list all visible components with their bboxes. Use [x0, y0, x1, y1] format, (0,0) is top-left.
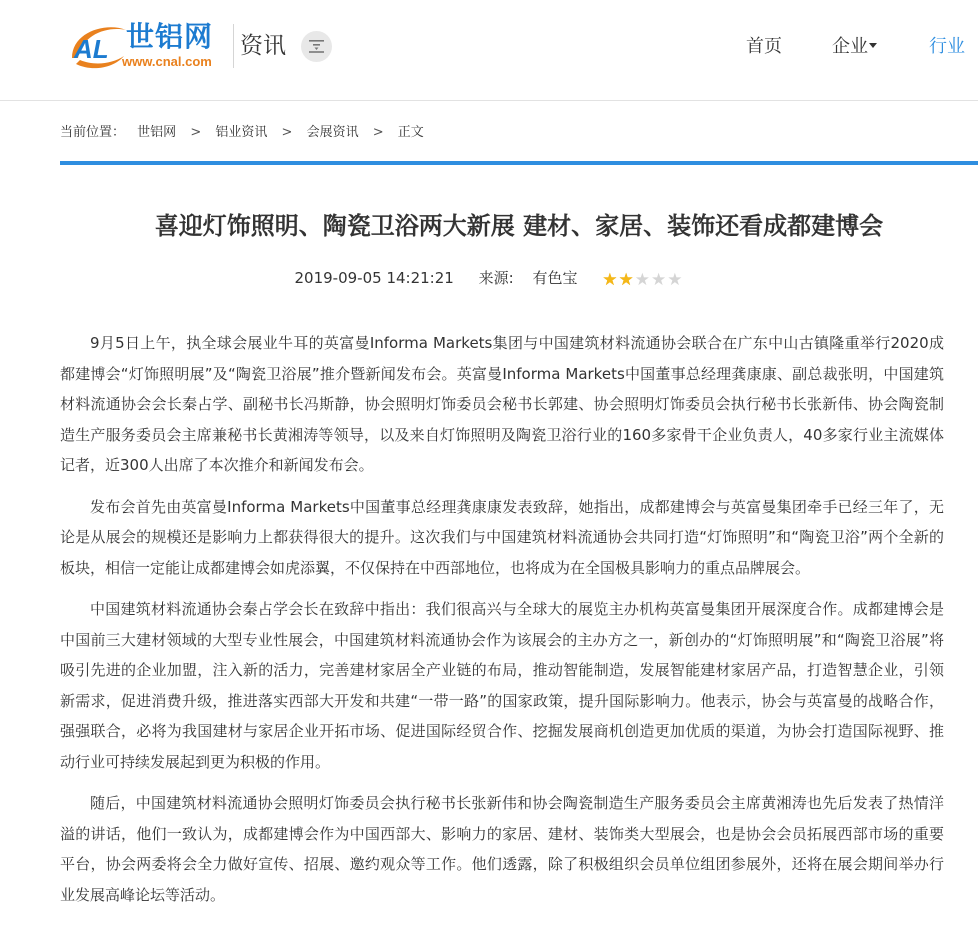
- star-empty-icon: ★: [634, 270, 650, 290]
- breadcrumb-item-aluminum-news[interactable]: 铝业资讯: [215, 125, 268, 140]
- article-paragraph: 9月5日上午，执全球会展业牛耳的英富曼Informa Markets集团与中国建筑材料流通协会联合在广东中山古镇隆重举行2020成都建博会“灯饰照明展”及“陶瓷卫浴展”推介暨新闻发布会。英富曼Informa Markets中国董事总经理龚康康、副总裁张明，中国建筑材料流通协会会长秦占学、副秘书长冯斯静，协会照明灯饰委员会秘书长郭建、协会照明灯饰委员会执行秘书长张新伟、协会陶瓷制造生产服务委员会主席兼秘书长黄湘涛等领导，以及来自灯饰照明及陶瓷卫浴行业的160多家骨干企业负责人，40多家行业主流媒体记者，近300人出席了本次推介和新闻发布会。: [60, 334, 944, 474]
- article-paragraph: 随后，中国建筑材料流通协会照明灯饰委员会执行秘书长张新伟和协会陶瓷制造生产服务委员会主席黄湘涛也先后发表了热情洋溢的讲话，他们一致认为，成都建博会作为中国西部大、影响力的家居、建材、装饰类大型展会，也是协会会员拓展西部市场的重要平台，协会两委将会全力做好宣传、招展、邀约观众等工作。他们透露，除了积极组织会员单位组团参展外，还将在展会期间举办行业发展高峰论坛等活动。: [60, 794, 944, 904]
- menu-toggle-button[interactable]: [301, 31, 332, 62]
- star-filled-icon: ★: [602, 270, 618, 290]
- nav-home[interactable]: [746, 34, 782, 60]
- nav-enterprise-label: 企业: [832, 36, 868, 57]
- logo-url: www.cnal.com: [122, 54, 212, 69]
- chevron-down-icon: [869, 43, 877, 48]
- logo-mark-text: AL: [74, 34, 109, 64]
- article-body: [60, 328, 944, 921]
- article-meta: [0, 266, 978, 292]
- breadcrumb-item-current: 正文: [397, 125, 424, 140]
- article-source: 有色宝: [532, 269, 578, 287]
- site-header: [0, 0, 978, 101]
- breadcrumb-item-home[interactable]: 世铝网: [137, 125, 177, 140]
- star-empty-icon: ★: [667, 270, 683, 290]
- article-source-label: 来源:: [478, 269, 514, 287]
- breadcrumb-separator: >: [281, 125, 293, 140]
- article-paragraph: 发布会首先由英富曼Informa Markets中国董事总经理龚康康发表致辞，她指出，成都建博会与英富曼集团牵手已经三年了，无论是从展会的规模还是影响力上都获得很大的提升。这次我们与中国建筑材料流通协会共同打造“灯饰照明”和“陶瓷卫浴”两个全新的板块，相信一定能让成都建博会如虎添翼，不仅保持在中西部地位，也将成为在全国极具影响力的重点品牌展会。: [60, 497, 944, 577]
- nav-industry[interactable]: [929, 34, 965, 60]
- breadcrumb-separator: >: [372, 125, 384, 140]
- rating-stars: [602, 268, 683, 292]
- article-title: 喜迎灯饰照明、陶瓷卫浴两大新展 建材、家居、装饰还看成都建博会: [154, 212, 884, 240]
- header-divider: [233, 24, 234, 68]
- breadcrumb-item-exhibition-news[interactable]: 会展资讯: [306, 125, 359, 140]
- star-empty-icon: ★: [650, 270, 667, 290]
- logo-mark-icon: [66, 18, 130, 74]
- list-menu-icon: [309, 40, 324, 53]
- breadcrumb-prefix: 当前位置：: [60, 125, 126, 140]
- section-title: 资讯: [240, 33, 286, 59]
- breadcrumb-separator: >: [190, 125, 202, 140]
- nav-enterprise[interactable]: [832, 34, 877, 60]
- nav-industry-label: 行业: [929, 36, 965, 57]
- logo-name: 世铝网: [126, 20, 214, 53]
- star-filled-icon: ★: [618, 270, 634, 290]
- section-divider: [60, 161, 978, 165]
- site-logo[interactable]: [66, 18, 236, 74]
- breadcrumb: [60, 124, 424, 142]
- article-date: 2019-09-05 14:21:21: [294, 269, 454, 287]
- article-paragraph: 中国建筑材料流通协会秦占学会长在致辞中指出：我们很高兴与全球大的展览主办机构英富曼集团开展深度合作。成都建博会是中国前三大建材领域的大型专业性展会，中国建筑材料流通协会作为该展会的主办方之一，新创办的“灯饰照明展”和“陶瓷卫浴展”将吸引先进的企业加盟，注入新的活力，完善建材家居全产业链的布局，推动智能制造，发展智能建材家居产品，打造智慧企业，引领新需求，促进消费升级，推进落实西部大开发和共建“一带一路”的国家政策，提升国际影响力。他表示，协会与英富曼的战略合作，强强联合，必将为我国建材与家居企业开拓市场、促进国际经贸合作、挖掘发展商机创造更加优质的渠道，为协会打造国际视野、推动行业可持续发展起到更为积极的作用。: [60, 600, 944, 771]
- nav-home-label: 首页: [746, 36, 782, 57]
